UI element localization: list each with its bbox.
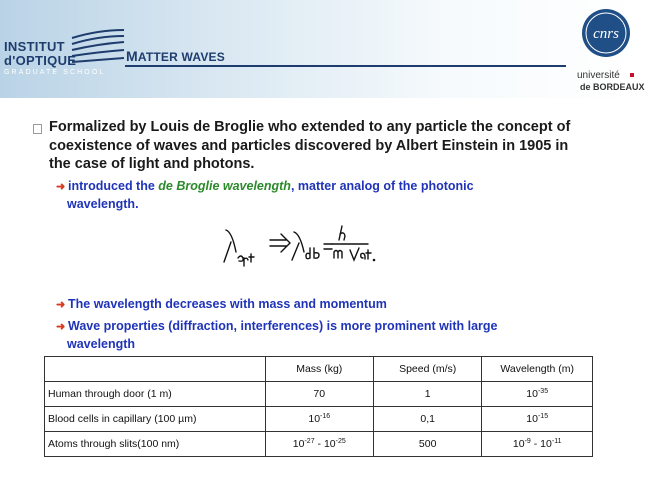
- table-row: [45, 407, 593, 432]
- logo-line-3: GRADUATE SCHOOL: [4, 69, 106, 76]
- row-label: Human through door (1 m): [45, 382, 266, 407]
- handwritten-formula-icon: [218, 222, 398, 272]
- institut-optique-logo: [4, 28, 126, 80]
- table-header-cell: Speed (m/s): [373, 357, 481, 382]
- speed-cell: 500: [373, 432, 481, 457]
- arrow-bullet-icon: ➜: [56, 321, 66, 333]
- title-underline: [125, 65, 566, 67]
- logo-arcs-icon: [70, 28, 126, 68]
- main-bullet-text: Formalized by Louis de Broglie who extended to any particle the concept of coexistence of waves and particles discovered by Albert Einstein in 1905 in the case of light and photons.: [49, 119, 571, 172]
- bullet-box-icon: [33, 124, 42, 134]
- table-row: [45, 382, 593, 407]
- wavelength-table: [44, 356, 593, 457]
- table-header-cell: [45, 357, 266, 382]
- table-header-cell: Wavelength (m): [482, 357, 593, 382]
- table-header-cell: Mass (kg): [265, 357, 373, 382]
- sub-bullet-debroglie: ➜ introduced the de Broglie wavelength, matter analog of the photonic wavelength.: [56, 179, 474, 211]
- sub-bullet-wave-properties: ➜ Wave properties (diffraction, interferences) is more prominent with large wavelength: [56, 319, 498, 351]
- wavelength-cell: $10^{-35}$: [482, 382, 593, 407]
- logo-line-2: d'OPTIQUE: [4, 53, 77, 68]
- page-title: MATTER WAVES: [126, 48, 225, 64]
- ub-line-2: de BORDEAUX: [580, 82, 645, 92]
- speed-cell: 0,1: [373, 407, 481, 432]
- row-label: Blood cells in capillary (100 µm): [45, 407, 266, 432]
- logo-line-1: INSTITUT: [4, 39, 65, 54]
- table-header-row: [45, 357, 593, 382]
- row-label: Atoms through slits(100 nm): [45, 432, 266, 457]
- sub-bullet-wavelength-decreases: ➜ The wavelength decreases with mass and momentum: [56, 296, 576, 314]
- sub3-line2: wavelength: [67, 336, 136, 351]
- ub-accent: [630, 73, 634, 77]
- mass-cell: $10^{-27} - 10^{-25}$: [265, 432, 373, 457]
- wavelength-cell: $10^{-9} - 10^{-11}$: [482, 432, 593, 457]
- arrow-bullet-icon: ➜: [56, 181, 66, 193]
- arrow-bullet-icon: ➜: [56, 299, 66, 311]
- debroglie-highlight: de Broglie wavelength: [158, 179, 291, 193]
- mass-cell: 70: [265, 382, 373, 407]
- header-band: [0, 0, 645, 98]
- universite-bordeaux-logo: [575, 70, 645, 96]
- table-row: [45, 432, 593, 457]
- cnrs-logo: [581, 8, 631, 58]
- sub1-line2: wavelength.: [67, 196, 139, 211]
- wavelength-cell: $10^{-15}$: [482, 407, 593, 432]
- svg-text:cnrs: cnrs: [593, 26, 619, 42]
- speed-cell: 1: [373, 382, 481, 407]
- ub-line-1: université: [577, 70, 620, 81]
- mass-cell: $10^{-16}$: [265, 407, 373, 432]
